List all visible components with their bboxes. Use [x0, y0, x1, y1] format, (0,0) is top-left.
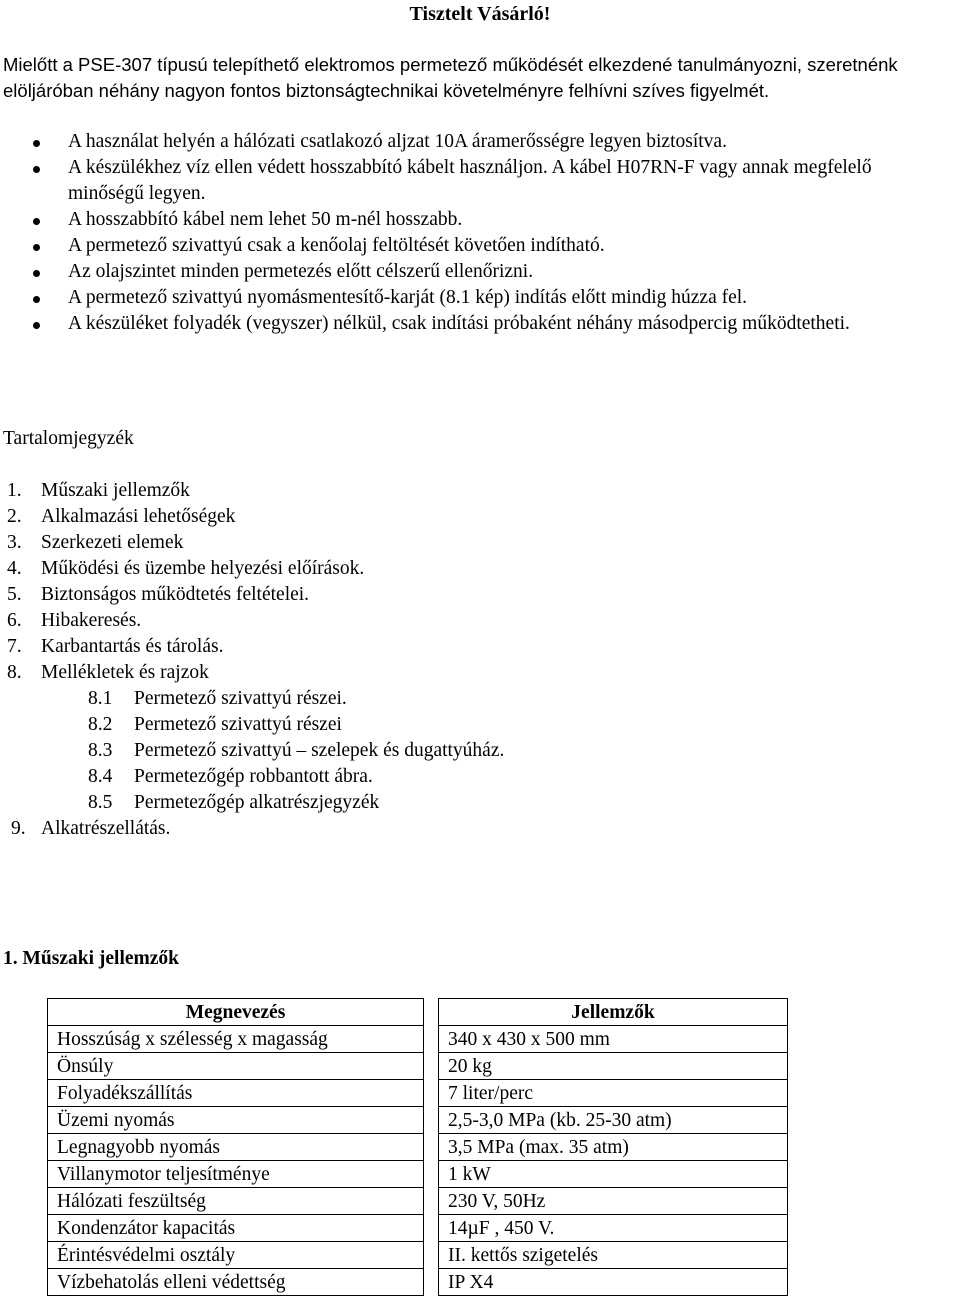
- toc-text: Alkatrészellátás.: [41, 818, 171, 839]
- toc-subitem: [0, 686, 960, 712]
- table-row: [48, 1134, 788, 1161]
- toc-item: [0, 634, 960, 660]
- toc-number: 8.4: [88, 766, 113, 787]
- toc-item: [0, 530, 960, 556]
- table-cell: 340 x 430 x 500 mm: [439, 1026, 788, 1053]
- bullet-icon: [33, 140, 40, 147]
- toc-subitem: [0, 790, 960, 816]
- table-header-row: [48, 999, 788, 1026]
- toc-number: 2.: [7, 506, 22, 527]
- column-header: Megnevezés: [48, 999, 424, 1026]
- toc-subitem: [0, 764, 960, 790]
- list-item-text: A permetező szivattyú nyomásmentesítő-karját (8.1 kép) indítás előtt mindig húzza fel.: [68, 287, 748, 308]
- table-row: [48, 1188, 788, 1215]
- page-title: Tisztelt Vásárló!: [409, 3, 551, 25]
- table-cell: 230 V, 50Hz: [439, 1188, 788, 1215]
- table-cell: IP X4: [439, 1269, 788, 1296]
- bullet-icon: [33, 296, 40, 303]
- toc-text: Szerkezeti elemek: [41, 532, 184, 553]
- toc-heading: Tartalomjegyzék: [3, 428, 134, 449]
- list-item: [0, 233, 918, 259]
- toc-text: Műszaki jellemzők: [41, 480, 190, 501]
- toc-number: 4.: [7, 558, 22, 579]
- toc-number: 8.1: [88, 688, 113, 709]
- bullet-icon: [33, 322, 40, 329]
- toc-number: 5.: [7, 584, 22, 605]
- table-cell: Érintésvédelmi osztály: [48, 1242, 424, 1269]
- list-item: [0, 155, 918, 207]
- toc-text: Működési és üzembe helyezési előírások.: [41, 558, 365, 579]
- table-row: [48, 1242, 788, 1269]
- column-gap: [424, 1107, 439, 1134]
- column-gap: [424, 1026, 439, 1053]
- table-row: [48, 1053, 788, 1080]
- toc-item: [0, 556, 960, 582]
- table-cell: Kondenzátor kapacitás: [48, 1215, 424, 1242]
- list-item-text: A készüléket folyadék (vegyszer) nélkül, csak indítási próbaként néhány másodpercig működtetheti.: [68, 313, 850, 334]
- safety-requirements-list: [0, 129, 960, 337]
- table-cell: 14µF , 450 V.: [439, 1215, 788, 1242]
- column-gap: [424, 1242, 439, 1269]
- spec-table: [47, 998, 788, 1296]
- list-item-text: A hosszabbító kábel nem lehet 50 m-nél hosszabb.: [68, 209, 463, 230]
- toc-text: Permetező szivattyú részei: [134, 714, 342, 735]
- table-row: [48, 1080, 788, 1107]
- toc-number: 7.: [7, 636, 22, 657]
- bullet-icon: [33, 244, 40, 251]
- toc-number: 8.: [7, 662, 22, 683]
- toc-text: Permetezőgép robbantott ábra.: [134, 766, 373, 787]
- toc-text: Biztonságos működtetés feltételei.: [41, 584, 310, 605]
- column-gap: [424, 1161, 439, 1188]
- toc-subitem: [0, 738, 960, 764]
- toc-item: [0, 582, 960, 608]
- list-item: [0, 285, 918, 311]
- table-of-contents: [0, 478, 960, 842]
- toc-text: Permetező szivattyú – szelepek és dugattyúház.: [134, 740, 505, 761]
- toc-item: [0, 816, 960, 842]
- table-row: [48, 1161, 788, 1188]
- table-cell: Üzemi nyomás: [48, 1107, 424, 1134]
- table-row: [48, 1026, 788, 1053]
- column-gap: [424, 1053, 439, 1080]
- column-gap: [424, 1269, 439, 1296]
- column-header: Jellemzők: [439, 999, 788, 1026]
- table-cell: 1 kW: [439, 1161, 788, 1188]
- list-item-text: Az olajszintet minden permetezés előtt célszerű ellenőrizni.: [68, 261, 534, 282]
- list-item: [0, 311, 918, 337]
- toc-text: Hibakeresés.: [41, 610, 142, 631]
- table-cell: 20 kg: [439, 1053, 788, 1080]
- table-cell: Vízbehatolás elleni védettség: [48, 1269, 424, 1296]
- table-cell: Folyadékszállítás: [48, 1080, 424, 1107]
- table-cell: Hálózati feszültség: [48, 1188, 424, 1215]
- section-heading: 1. Műszaki jellemzők: [3, 948, 180, 969]
- bullet-icon: [33, 166, 40, 173]
- table-cell: Önsúly: [48, 1053, 424, 1080]
- toc-number: 6.: [7, 610, 22, 631]
- toc-number: 8.5: [88, 792, 113, 813]
- intro-paragraph: Mielőtt a PSE-307 típusú telepíthető elektromos permetező működését elkezdené tanulmányozni, szeretnénk elöljáróban néhány nagyon fontos biztonságtechnikai követelményre felhívni szíves figyelmét.: [3, 54, 898, 101]
- table-row: [48, 1215, 788, 1242]
- bullet-icon: [33, 218, 40, 225]
- toc-number: 3.: [7, 532, 22, 553]
- list-item: [0, 259, 918, 285]
- toc-text: Permetező szivattyú részei.: [134, 688, 347, 709]
- column-gap: [424, 1215, 439, 1242]
- toc-number: 8.3: [88, 740, 113, 761]
- table-cell: II. kettős szigetelés: [439, 1242, 788, 1269]
- column-gap: [424, 1080, 439, 1107]
- table-row: [48, 1269, 788, 1296]
- table-cell: 3,5 MPa (max. 35 atm): [439, 1134, 788, 1161]
- column-gap: [424, 999, 439, 1026]
- table-cell: 2,5-3,0 MPa (kb. 25-30 atm): [439, 1107, 788, 1134]
- list-item-text: A permetező szivattyú csak a kenőolaj feltöltését követően indítható.: [68, 235, 605, 256]
- toc-number: 8.2: [88, 714, 113, 735]
- toc-number: 1.: [7, 480, 22, 501]
- toc-text: Karbantartás és tárolás.: [41, 636, 224, 657]
- list-item: [0, 207, 918, 233]
- column-gap: [424, 1134, 439, 1161]
- toc-text: Alkalmazási lehetőségek: [41, 506, 236, 527]
- list-item: [0, 129, 918, 155]
- toc-text: Mellékletek és rajzok: [41, 662, 209, 683]
- bullet-icon: [33, 270, 40, 277]
- table-cell: Legnagyobb nyomás: [48, 1134, 424, 1161]
- toc-text: Permetezőgép alkatrészjegyzék: [134, 792, 380, 813]
- list-item-text: A használat helyén a hálózati csatlakozó aljzat 10A áramerősségre legyen biztosítva.: [68, 131, 727, 152]
- table-cell: 7 liter/perc: [439, 1080, 788, 1107]
- toc-item: [0, 504, 960, 530]
- toc-item: [0, 660, 960, 686]
- toc-item: [0, 478, 960, 504]
- column-gap: [424, 1188, 439, 1215]
- toc-item: [0, 608, 960, 634]
- list-item-text: A készülékhez víz ellen védett hosszabbító kábelt használjon. A kábel H07RN-F vagy annak megfelelő minőségű legyen.: [68, 157, 872, 204]
- table-row: [48, 1107, 788, 1134]
- toc-number: 9.: [11, 818, 26, 839]
- table-cell: Hosszúság x szélesség x magasság: [48, 1026, 424, 1053]
- table-cell: Villanymotor teljesítménye: [48, 1161, 424, 1188]
- toc-subitem: [0, 712, 960, 738]
